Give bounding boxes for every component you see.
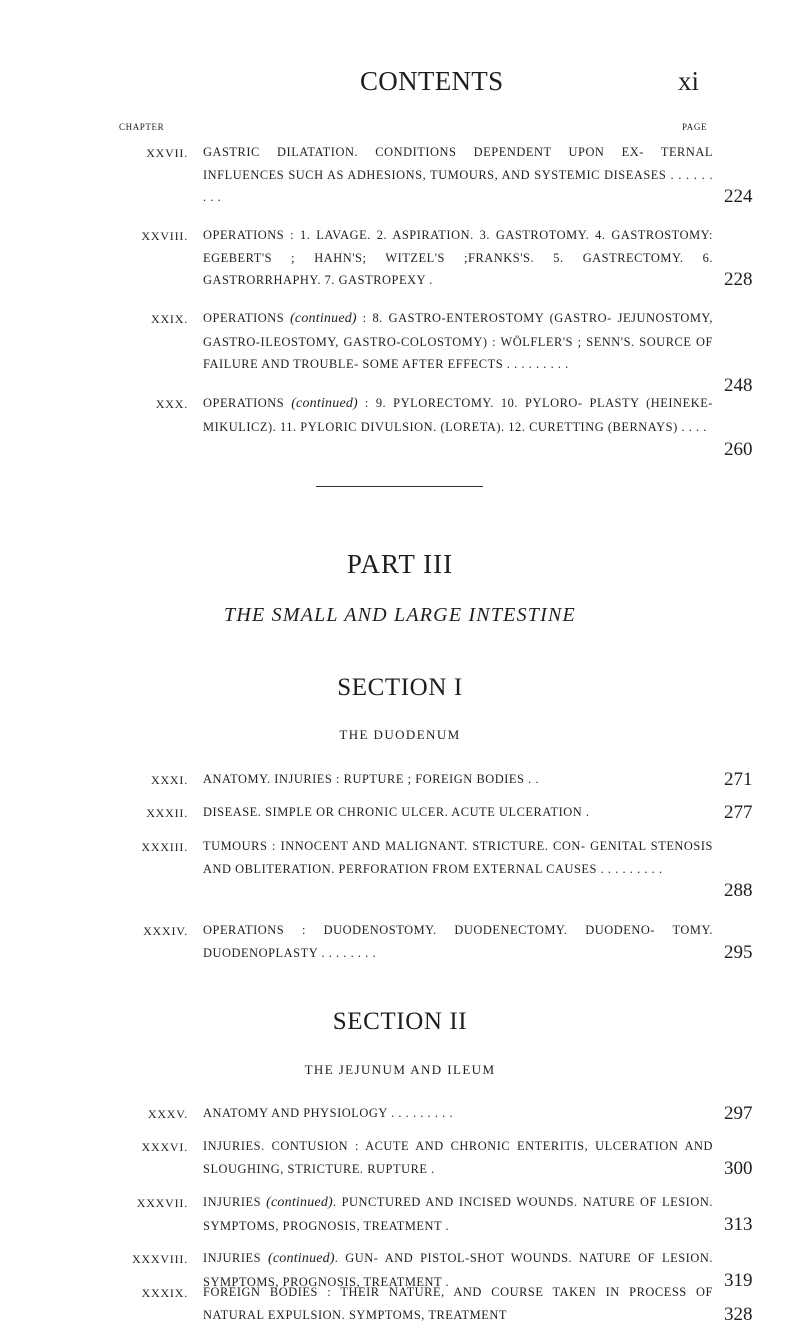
section-subtitle: THE JEJUNUM AND ILEUM	[304, 1062, 496, 1077]
entry-page: 295	[724, 942, 753, 963]
entry-text: OPERATIONS : DUODENOSTOMY. DUODENECTOMY. DUODENO- TOMY. DUODENOPLASTY . . . . . . . .	[203, 923, 713, 960]
running-head-title: CONTENTS	[360, 66, 504, 96]
entry-text: TUMOURS : INNOCENT AND MALIGNANT. STRICTURE. CON- GENITAL STENOSIS AND OBLITERATION. PERFORATION FROM EXTERNAL CAUSES . . . . . . . . .	[203, 839, 713, 876]
entry-page: 288	[724, 880, 753, 901]
section-title: SECTION II	[332, 1008, 468, 1035]
entry-text: OPERATIONS (continued) : 9. PYLORECTOMY. 10. PYLORO- PLASTY (HEINEKE-MIKULICZ). 11. PYLORIC DIVULSION. (LORETA). 12. CURETTING (BERNAYS) . . . .	[203, 396, 713, 434]
chapter-number: XXXVII.	[136, 1196, 188, 1210]
entry-page: 228	[724, 269, 753, 290]
section-subtitle: THE DUODENUM	[339, 727, 461, 742]
page-column-label: PAGE	[682, 122, 708, 132]
entry-page: 260	[724, 439, 753, 460]
chapter-number: XXXIX.	[141, 1286, 188, 1300]
continued-italic: (continued)	[291, 396, 358, 411]
entry-text: OPERATIONS (continued) : 8. GASTRO-ENTEROSTOMY (GASTRO- JEJUNOSTOMY, GASTRO-ILEOSTOMY, GASTRO-COLOSTOMY) : WÖLFLER'S ; SENN'S. SOURCE OF FAILURE AND TROUBLE- SOME AFTER EFFECTS . . . . . . . . .	[203, 311, 713, 371]
chapter-number: XXXI.	[151, 773, 188, 787]
chapter-number: XXXVIII.	[131, 1252, 188, 1266]
entry-text: INJURIES (continued). PUNCTURED AND INCISED WOUNDS. NATURE OF LESION. SYMPTOMS, PROGNOSIS, TREATMENT .	[203, 1195, 713, 1233]
chapter-column-label: CHAPTER	[119, 122, 165, 132]
chapter-number: XXXIV.	[143, 924, 188, 938]
entry-page: 328	[724, 1304, 753, 1325]
entry-page: 300	[724, 1158, 753, 1179]
separator-rule	[316, 486, 483, 487]
entry-page: 319	[724, 1270, 753, 1291]
chapter-number: XXXII.	[146, 806, 188, 820]
entry-text: DISEASE. SIMPLE OR CHRONIC ULCER. ACUTE ULCERATION .	[203, 805, 590, 819]
entry-text: INJURIES (continued). GUN- AND PISTOL-SHOT WOUNDS. NATURE OF LESION. SYMPTOMS, PROGNOSIS, TREATMENT .	[203, 1251, 714, 1289]
part-subtitle: THE SMALL AND LARGE INTESTINE	[224, 604, 576, 626]
part-title: PART III	[346, 549, 454, 579]
page-number: xi	[678, 66, 700, 96]
entry-page: 313	[724, 1214, 753, 1235]
chapter-number: XXVII.	[146, 146, 188, 160]
entry-page: 248	[724, 375, 753, 396]
continued-italic: (continued)	[266, 1195, 333, 1210]
entry-text: ANATOMY. INJURIES : RUPTURE ; FOREIGN BODIES . .	[203, 772, 540, 786]
entry-page: 277	[724, 802, 753, 823]
entry-text: INJURIES. CONTUSION : ACUTE AND CHRONIC ENTERITIS, ULCERATION AND SLOUGHING, STRICTURE. RUPTURE .	[203, 1139, 713, 1176]
chapter-number: XXXIII.	[141, 840, 188, 854]
entry-text: GASTRIC DILATATION. CONDITIONS DEPENDENT UPON EX- TERNAL INFLUENCES SUCH AS ADHESIONS, TUMOURS, AND SYSTEMIC DISEASES . . . . . . . . .	[203, 145, 713, 204]
continued-italic: (continued)	[268, 1251, 335, 1266]
continued-italic: (continued)	[290, 311, 357, 326]
section-title: SECTION I	[337, 674, 463, 701]
chapter-number: XXXV.	[147, 1107, 188, 1121]
entry-page: 297	[724, 1103, 753, 1124]
chapter-number: XXX.	[155, 397, 188, 411]
entry-page: 224	[724, 186, 753, 207]
entry-text: OPERATIONS : 1. LAVAGE. 2. ASPIRATION. 3. GASTROTOMY. 4. GASTROSTOMY: EGEBERT'S ; HAHN'S; WITZEL'S ;FRANKS'S. 5. GASTRECTOMY. 6. GASTRORRHAPHY. 7. GASTROPEXY .	[203, 228, 713, 287]
chapter-number: XXXVI.	[141, 1140, 188, 1154]
entry-page: 271	[724, 769, 753, 790]
entry-text: FOREIGN BODIES : THEIR NATURE, AND COURSE TAKEN IN PROCESS OF NATURAL EXPULSION. SYMPTOMS, TREATMENT	[203, 1285, 713, 1322]
chapter-number: XXIX.	[151, 312, 188, 326]
entry-text: ANATOMY AND PHYSIOLOGY . . . . . . . . .	[203, 1106, 454, 1120]
chapter-number: XXVIII.	[141, 229, 188, 243]
